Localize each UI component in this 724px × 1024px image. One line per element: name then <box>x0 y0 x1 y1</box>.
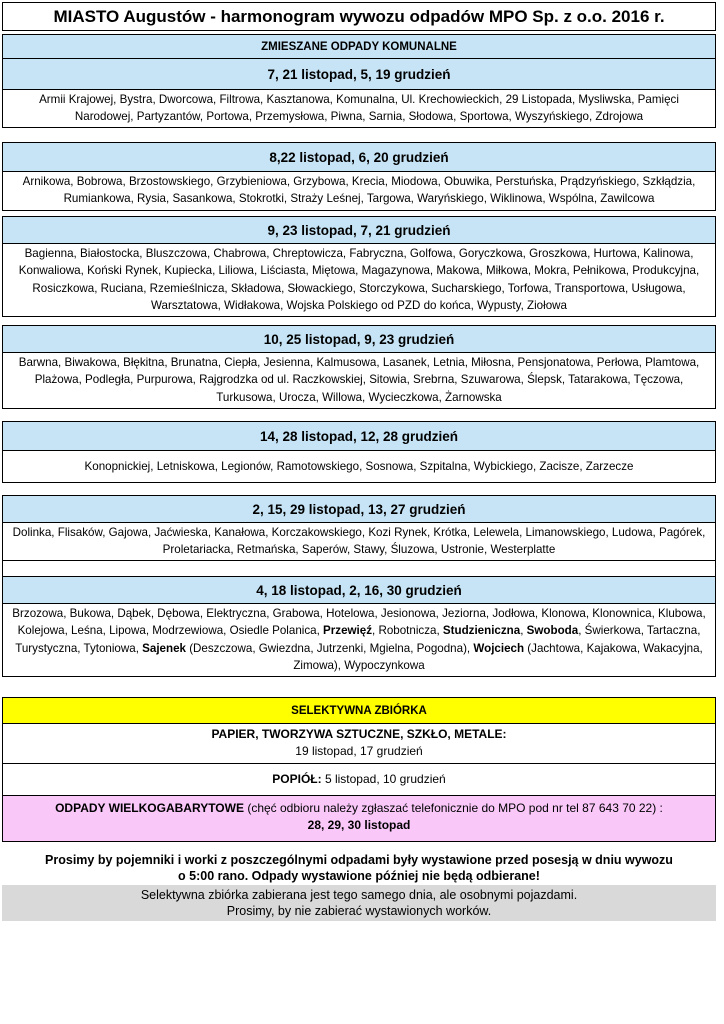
group-streets: Armii Krajowej, Bystra, Dworcowa, Filtrowa, Kasztanowa, Komunalna, Ul. Krechowieckich, 29 Listopada, Mysliwska, Pamięci Narodowej, Partyzantów, Portowa, Przemysłowa, Piwna, Sarnia, Słodowa, Sportowa, Wyszyńskiego, Zdrojowa <box>39 93 679 124</box>
street-text: Brzozowa, Bukowa, Dąbek, Dębowa, Elektryczna, Grabowa, Hotelowa, Jesionowa, Jeziorna, Jodłowa, Klonowa, Klonownica, Klubowa, Kolejowa, Leśna, Lipowa, Modrzewiowa, Osiedle Polanica, <box>12 607 706 638</box>
street-name-bold: Studzieniczna <box>442 624 521 638</box>
grey-line-1: Selektywna zbiórka zabierana jest tego samego dnia, ale osobnymi pojazdami. <box>140 888 578 902</box>
group-streets: Arnikowa, Bobrowa, Brzostowskiego, Grzybieniowa, Grzybowa, Krecia, Miodowa, Obuwika, Perstuńska, Prądzyńskiego, Szkłądzia, Rumiankowa, Rysia, Sasankowa, Stokrotki, Straży Leśnej, Targowa, Waryńskiego, Wiklinowa, Wspólna, Zawilcowa <box>22 175 696 206</box>
grey-line-2: Prosimy, by nie zabierać wystawionych worków. <box>226 904 492 918</box>
group-streets: Bagienna, Białostocka, Bluszczowa, Chabrowa, Chreptowicza, Fabryczna, Golfowa, Goryczkowa, Groszkowa, Hurtowa, Kalinowa, Konwaliowa, Koński Rynek, Kupiecka, Liliowa, Liściasta, Miętowa, Magazynowa, Makowa, Miłkowa, Mokra, Pełnikowa, Produkcyjna, Rosiczkowa, Ruciana, Rzemieślnicza, Składowa, Słowackiego, Storczykowa, Sucharskiego, Torfowa, Transportowa, Usługowa, Warsztatowa, Widłakowa, Wojska Polskiego od PZD do końca, Wypusty, Ziołowa <box>18 247 700 313</box>
bulky-note: (chęć odbioru należy zgłaszać telefonicznie do MPO pod nr tel 87 643 70 22) : <box>243 801 663 815</box>
group-streets <box>3 604 715 676</box>
selective-header: SELEKTYWNA ZBIÓRKA <box>3 698 715 724</box>
street-name-bold: Swoboda <box>526 624 579 638</box>
bulky-dates: 28, 29, 30 listopad <box>307 818 411 832</box>
spacer-row <box>3 561 715 577</box>
group-dates: 4, 18 listopad, 2, 16, 30 grudzień <box>3 577 715 604</box>
group-dates: 8,22 listopad, 6, 20 grudzień <box>3 143 715 172</box>
group-streets: Dolinka, Flisaków, Gajowa, Jaćwieska, Kanałowa, Korczakowskiego, Kozi Rynek, Krótka, Lelewela, Limanowskiego, Ludowa, Pagórek, Proletariacka, Retmańska, Saperów, Stawy, Śluzowa, Ustronie, Westerplatte <box>3 523 715 561</box>
selective-collection <box>2 697 716 842</box>
bulky-row <box>3 796 715 841</box>
schedule-group-3 <box>2 216 716 317</box>
ash-label: POPIÓŁ: <box>272 772 322 786</box>
schedule-group-6 <box>2 495 716 677</box>
group-dates: 10, 25 listopad, 9, 23 grudzień <box>3 326 715 353</box>
group-dates: 14, 28 listopad, 12, 28 grudzień <box>3 422 715 451</box>
street-text: (Deszczowa, Gwiezdna, Jutrzenki, Mgielna, Pogodna), <box>185 641 474 655</box>
ash-dates: 5 listopad, 10 grudzień <box>321 772 446 786</box>
schedule-group-2 <box>2 142 716 211</box>
paper-row <box>3 724 715 764</box>
notice-text <box>2 852 716 884</box>
schedule-group-5 <box>2 421 716 483</box>
street-text: , <box>520 624 527 638</box>
group-dates: 7, 21 listopad, 5, 19 grudzień <box>3 59 715 90</box>
notice-line-2: o 5:00 rano. Odpady wystawione później nie będą odbierane! <box>178 869 540 883</box>
grey-info <box>2 885 716 921</box>
schedule-group-1 <box>2 34 716 128</box>
street-text: , Świerkowa, Tartaczna, Turystyczna, Tytoniowa, <box>15 624 701 655</box>
group-streets: Barwna, Biwakowa, Błękitna, Brunatna, Ciepła, Jesienna, Kalmusowa, Lasanek, Letnia, Miłosna, Pensjonatowa, Perłowa, Plamtowa, Plażowa, Podległa, Purpurowa, Rajgrodzka od ul. Raczkowskiej, Sitowia, Srebrna, Szuwarowa, Ślepsk, Tatarakowa, Tęczowa, Turkusowa, Urocza, Willowa, Wycieczkowa, Żarnowska <box>18 356 700 404</box>
street-name-bold: Wojciech <box>473 641 525 655</box>
mixed-waste-header: ZMIESZANE ODPADY KOMUNALNE <box>3 35 715 59</box>
street-name-bold: Przewięź <box>323 624 373 638</box>
paper-dates: 19 listopad, 17 grudzień <box>295 744 423 758</box>
group-dates: 2, 15, 29 listopad, 13, 27 grudzień <box>3 496 715 523</box>
page-title: MIASTO Augustów - harmonogram wywozu odpadów MPO Sp. z o.o. 2016 r. <box>2 2 716 31</box>
street-name-bold: Sajenek <box>142 641 186 655</box>
paper-label: PAPIER, TWORZYWA SZTUCZNE, SZKŁO, METALE: <box>211 727 507 741</box>
notice-line-1: Prosimy by pojemniki i worki z poszczególnymi odpadami były wystawione przed posesją w dniu wywozu <box>45 853 673 867</box>
bulky-label: ODPADY WIELKOGABARYTOWE <box>55 801 244 815</box>
group-streets: Konopnickiej, Letniskowa, Legionów, Ramotowskiego, Sosnowa, Szpitalna, Wybickiego, Zacisze, Zarzecze <box>84 459 634 473</box>
schedule-group-4 <box>2 325 716 409</box>
group-dates: 9, 23 listopad, 7, 21 grudzień <box>3 217 715 244</box>
ash-row <box>3 764 715 796</box>
street-text: (Jachtowa, Kajakowa, Wakacyjna, Zimowa), Wypoczynkowa <box>293 641 703 673</box>
street-text: , Robotnicza, <box>372 624 443 638</box>
